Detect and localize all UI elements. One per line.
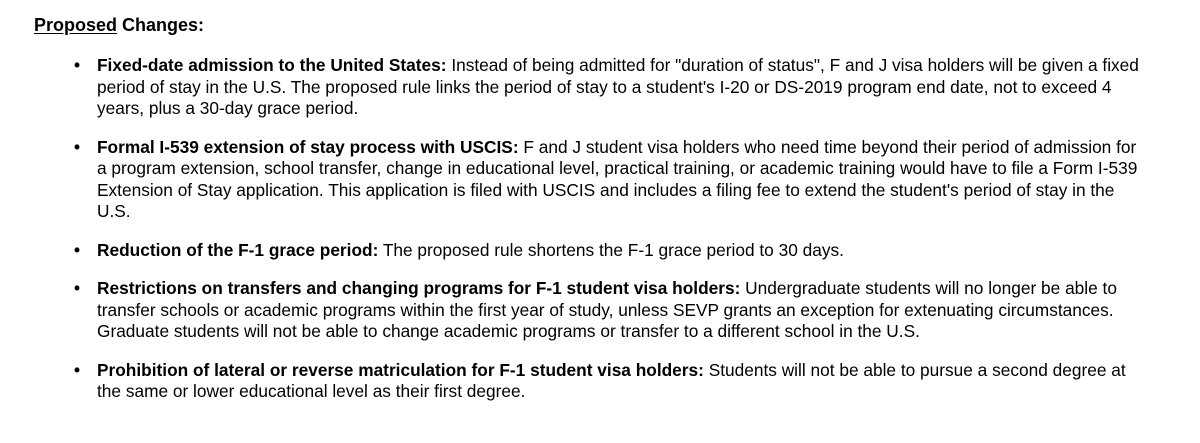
item-term: Formal I-539 extension of stay process with USCIS: — [97, 136, 519, 157]
item-text: Undergraduate students will no longer be able to transfer schools or academic programs within the first year of study, unless SEVP grants an exception for extenuating circumstances. Graduate students will not be able to change academic programs or transfer to a different school in the U.S. — [97, 278, 1117, 341]
item-term: Restrictions on transfers and changing programs for F-1 student visa holders: — [97, 278, 741, 298]
section-heading — [34, 13, 1160, 37]
item-text: F and J student visa holders who need time beyond their period of admission for a program extension, school transfer, change in educational level, practical training, or academic training would have to file a Form I-539 Extension of Stay application. This application is filed with USCIS and includes a filing fee to extend the student's period of stay in the U.S. — [97, 136, 1138, 221]
heading-rest: Changes: — [117, 15, 205, 35]
list-item-fixed-date-admission — [34, 55, 1144, 120]
bullet-icon: • — [74, 359, 81, 380]
list-item-matriculation-prohibition — [34, 360, 1144, 403]
item-term: Reduction of the F-1 grace period: — [97, 239, 379, 260]
bullet-icon: • — [74, 136, 81, 157]
bullet-icon: • — [74, 278, 81, 298]
list-item-i539-extension — [34, 137, 1144, 223]
item-term: Prohibition of lateral or reverse matriculation for F-1 student visa holders: — [97, 359, 704, 380]
bullet-icon: • — [74, 55, 81, 75]
item-text: The proposed rule shortens the F-1 grace period to 30 days. — [378, 239, 844, 260]
item-text: Students will not be able to pursue a second degree at the same or lower educational level as their first degree. — [97, 359, 1126, 401]
proposed-changes-list — [34, 55, 1160, 403]
heading-underlined-word: Proposed — [34, 15, 118, 35]
list-item-transfer-restrictions — [34, 278, 1144, 343]
list-item-grace-period — [34, 240, 1144, 262]
bullet-icon: • — [74, 239, 81, 260]
item-term: Fixed-date admission to the United States: — [97, 55, 447, 75]
item-text: Instead of being admitted for "duration of status", F and J visa holders will be given a fixed period of stay in the U.S. The proposed rule links the period of stay to a student's I-20 or DS-2019 program end date, not to exceed 4 years, plus a 30-day grace period. — [97, 55, 1139, 118]
